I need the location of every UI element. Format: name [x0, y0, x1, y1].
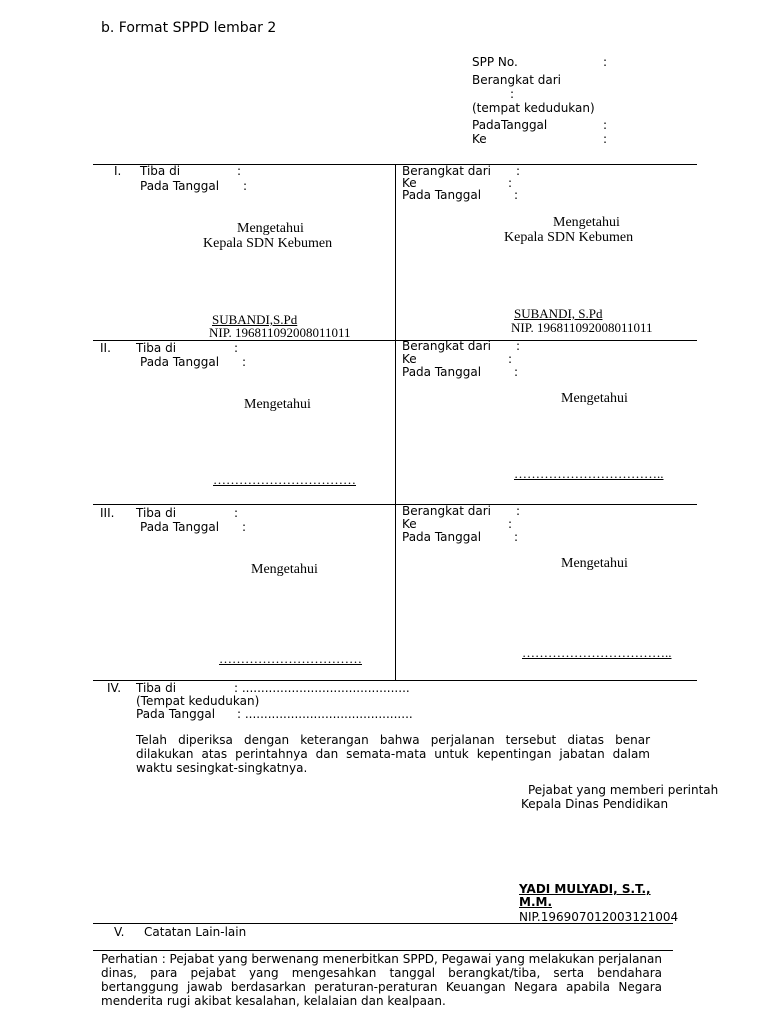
spp-no-label: SPP No.	[472, 55, 518, 69]
signature-dots: ……………………………..	[514, 466, 664, 481]
official-name-line1: YADI MULYADI, S.T.,	[519, 882, 651, 896]
berangkat-dari-colon: :	[516, 164, 521, 178]
spp-no-colon: :	[603, 55, 608, 69]
kepala-sdn-text: Kepala SDN Kebumen	[203, 236, 333, 251]
mengetahui-text: Mengetahui	[561, 391, 628, 406]
signature-dots: ……………………………	[219, 651, 362, 666]
section-number: III.	[100, 506, 115, 520]
signer-name: SUBANDI, S.Pd	[514, 306, 603, 321]
ke-colon: :	[508, 352, 513, 366]
header-tempat-kedudukan: (tempat kedudukan)	[472, 101, 595, 115]
section-number: II.	[100, 341, 111, 355]
mengetahui-text: Mengetahui	[251, 562, 318, 577]
official-name-line2: M.M.	[519, 895, 552, 909]
section-number: IV.	[107, 681, 122, 695]
kepala-dinas-label: Kepala Dinas Pendidikan	[521, 797, 669, 811]
tiba-di-line: : ............................................	[234, 681, 410, 695]
perhatian-note: Perhatian : Pejabat yang berwenang menerbitkan SPPD, Pegawai yang melakukan perjalanan dinas, para pejabat yang mengesahkan tanggal berangkat/tiba, serta bendahara bertanggung jawab berdasarkan peraturan-peraturan Keuangan Negara apabila Negara menderita rugi akibat kesalahan, kelalaian dan kealpaan.	[101, 952, 662, 1008]
header-ke-colon: :	[603, 132, 608, 146]
ke-label: Ke	[402, 352, 417, 366]
table-center-divider	[395, 164, 396, 680]
header-ke-label: Ke	[472, 132, 487, 146]
pada-tanggal-colon: :	[242, 520, 247, 534]
pada-tanggal-colon: :	[514, 530, 519, 544]
header-berangkat-label: Berangkat dari	[472, 73, 561, 87]
pada-tanggal-label: Pada Tanggal	[136, 707, 216, 721]
header-berangkat-colon: :	[510, 87, 515, 101]
signature-dots: ……………………………..	[522, 645, 672, 660]
row-divider-1	[93, 340, 697, 341]
section-number: V.	[114, 925, 125, 939]
header-pada-tanggal-colon: :	[603, 118, 608, 132]
tiba-di-label: Tiba di	[136, 341, 177, 355]
pada-tanggal-label: Pada Tanggal	[140, 179, 220, 193]
pada-tanggal-colon: :	[242, 355, 247, 369]
header-pada-tanggal-label: PadaTanggal	[472, 118, 548, 132]
tiba-di-label: Tiba di	[136, 681, 177, 695]
tempat-kedudukan-label: (Tempat kedudukan)	[136, 694, 260, 708]
row-divider-2	[93, 504, 697, 505]
pada-tanggal-label: Pada Tanggal	[140, 520, 220, 534]
pada-tanggal-colon: :	[514, 188, 519, 202]
tiba-di-label: Tiba di	[140, 164, 181, 178]
pada-tanggal-colon: :	[243, 179, 248, 193]
berangkat-dari-label: Berangkat dari	[402, 504, 491, 518]
tiba-di-colon: :	[237, 164, 242, 178]
mengetahui-text: Mengetahui	[237, 221, 304, 236]
document-heading: b. Format SPPD lembar 2	[101, 20, 277, 36]
pejabat-label: Pejabat yang memberi perintah	[528, 783, 719, 797]
pada-tanggal-label: Pada Tanggal	[140, 355, 220, 369]
pada-tanggal-label: Pada Tanggal	[402, 365, 482, 379]
tiba-di-label: Tiba di	[136, 506, 177, 520]
tiba-di-colon: :	[234, 506, 239, 520]
berangkat-dari-colon: :	[516, 339, 521, 353]
kepala-sdn-text: Kepala SDN Kebumen	[504, 230, 634, 245]
pada-tanggal-colon: :	[514, 365, 519, 379]
catatan-label: Catatan Lain-lain	[144, 925, 247, 939]
berangkat-dari-label: Berangkat dari	[402, 164, 491, 178]
berangkat-dari-colon: :	[516, 504, 521, 518]
section-number: I.	[114, 164, 122, 178]
pada-tanggal-line: : ............................................	[237, 707, 413, 721]
row-divider-5	[93, 950, 673, 951]
signer-name: SUBANDI,S.Pd	[212, 312, 298, 327]
signature-dots: ……………………………	[213, 472, 356, 487]
ke-label: Ke	[402, 176, 417, 190]
ke-colon: :	[508, 517, 513, 531]
signer-nip: NIP. 196811092008011011	[209, 325, 351, 340]
official-nip: NIP.196907012003121004	[519, 910, 679, 924]
signer-nip: NIP. 196811092008011011	[511, 320, 653, 335]
mengetahui-text: Mengetahui	[553, 215, 620, 230]
mengetahui-text: Mengetahui	[244, 397, 311, 412]
pada-tanggal-label: Pada Tanggal	[402, 530, 482, 544]
tiba-di-colon: :	[234, 341, 239, 355]
mengetahui-text: Mengetahui	[561, 556, 628, 571]
berangkat-dari-label: Berangkat dari	[402, 339, 491, 353]
ke-colon: :	[508, 176, 513, 190]
ke-label: Ke	[402, 517, 417, 531]
verification-statement: Telah diperiksa dengan keterangan bahwa perjalanan tersebut diatas benar dilakukan atas perintahnya dan semata-mata untuk kepentingan jabatan dalam waktu sesingkat-singkatnya.	[136, 733, 650, 775]
pada-tanggal-label: Pada Tanggal	[402, 188, 482, 202]
